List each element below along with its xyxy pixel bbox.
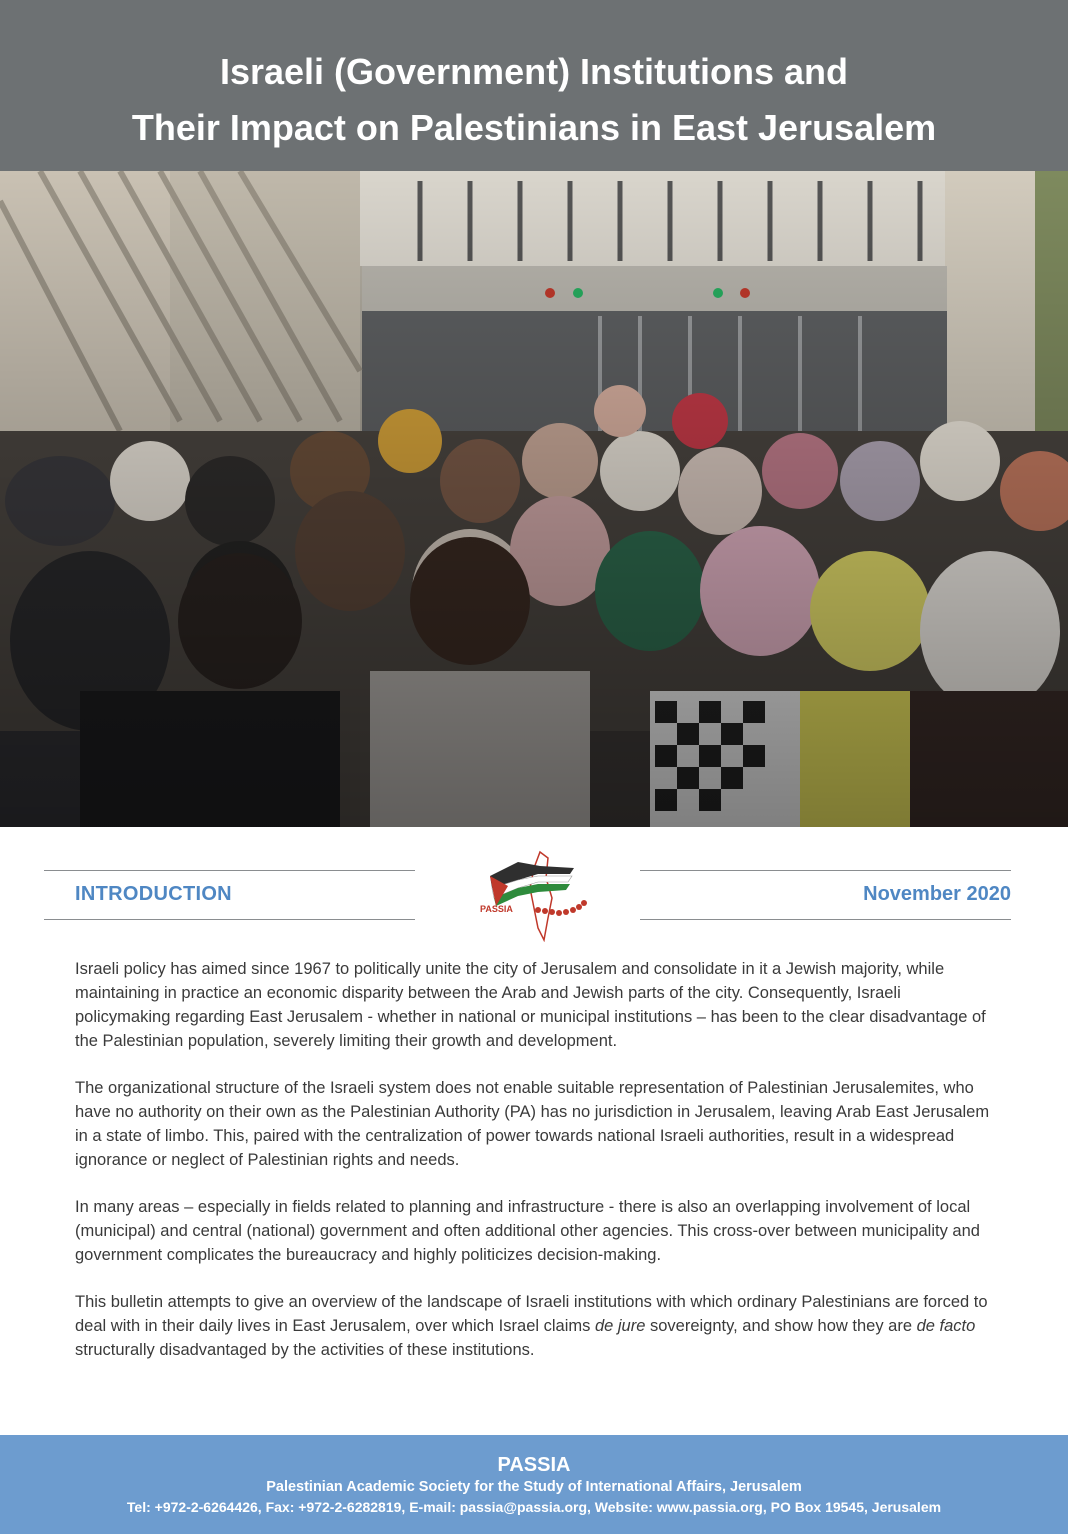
page-title [0,0,1068,156]
cover-photo [0,171,1068,827]
rule-left-bottom [44,919,415,920]
page-footer [0,1435,1068,1534]
title-line-1: Israeli (Government) Institutions and [219,51,849,92]
paragraph-3: In many areas – especially in fields related to planning and infrastructure - there is also an overlapping involvement of local (municipal) and central (national) government and often additional other agencies. This cross-over between municipality and government complicates the bureaucracy and highly politicizes decision-making. [75,1198,980,1264]
paragraph-4-part-a: This bulletin attempts to give an overview of the landscape of Israeli institutions with which ordinary Palestinians are forced to deal with in their daily lives in East Jerusalem, over which Israel claims [75,1293,988,1335]
crowd-at-checkpoint-photo-icon [0,171,1068,827]
issue-date: November 2020 [863,883,1011,905]
rule-left-top [44,870,415,871]
paragraph-1: Israeli policy has aimed since 1967 to politically unite the city of Jerusalem and consolidate in it a Jewish majority, while maintaining in practice an economic disparity between the Arab and Jewish parts of the city. Consequently, Israeli policymaking regarding East Jerusalem - whether in national or municipal institutions – has been to the clear disadvantage of the Palestinian population, severely limiting their growth and development. [75,960,986,1050]
footer-org: PASSIA [497,1454,571,1476]
title-line-2: Their Impact on Palestinians in East Jerusalem [131,107,937,148]
passia-logo-icon [478,848,592,942]
paragraph-4-emphasis-2: de facto [916,1317,976,1335]
paragraph-4 [75,1290,990,1362]
section-label: INTRODUCTION [75,883,232,905]
paragraph-2: The organizational structure of the Israeli system does not enable suitable representation of Palestinian Jerusalemites, who have no authority on their own as the Palestinian Authority (PA) has no jurisdiction in Jerusalem, leaving Arab East Jerusalem in a state of limbo. This, paired with the centralization of power towards national Israeli authorities, result in a widespread ignorance or neglect of Palestinian rights and needs. [75,1079,990,1169]
logo-text: PASSIA [480,904,513,914]
rule-right-bottom [640,919,1011,920]
paragraph-4-part-b: sovereignty, and show how they are [645,1317,917,1335]
paragraph-4-emphasis-1: de jure [594,1317,646,1335]
article-body [75,957,990,1385]
page-header [0,0,1068,171]
footer-contact: Tel: +972-2-6264426, Fax: +972-2-6282819, E-mail: passia@passia.org, Website: www.passia.org, PO Box 19545, Jerusalem [126,1499,942,1515]
rule-right-top [640,870,1011,871]
paragraph-4-part-c: structurally disadvantaged by the activities of these institutions. [75,1341,535,1359]
footer-full-name: Palestinian Academic Society for the Study of International Affairs, Jerusalem [266,1479,802,1495]
